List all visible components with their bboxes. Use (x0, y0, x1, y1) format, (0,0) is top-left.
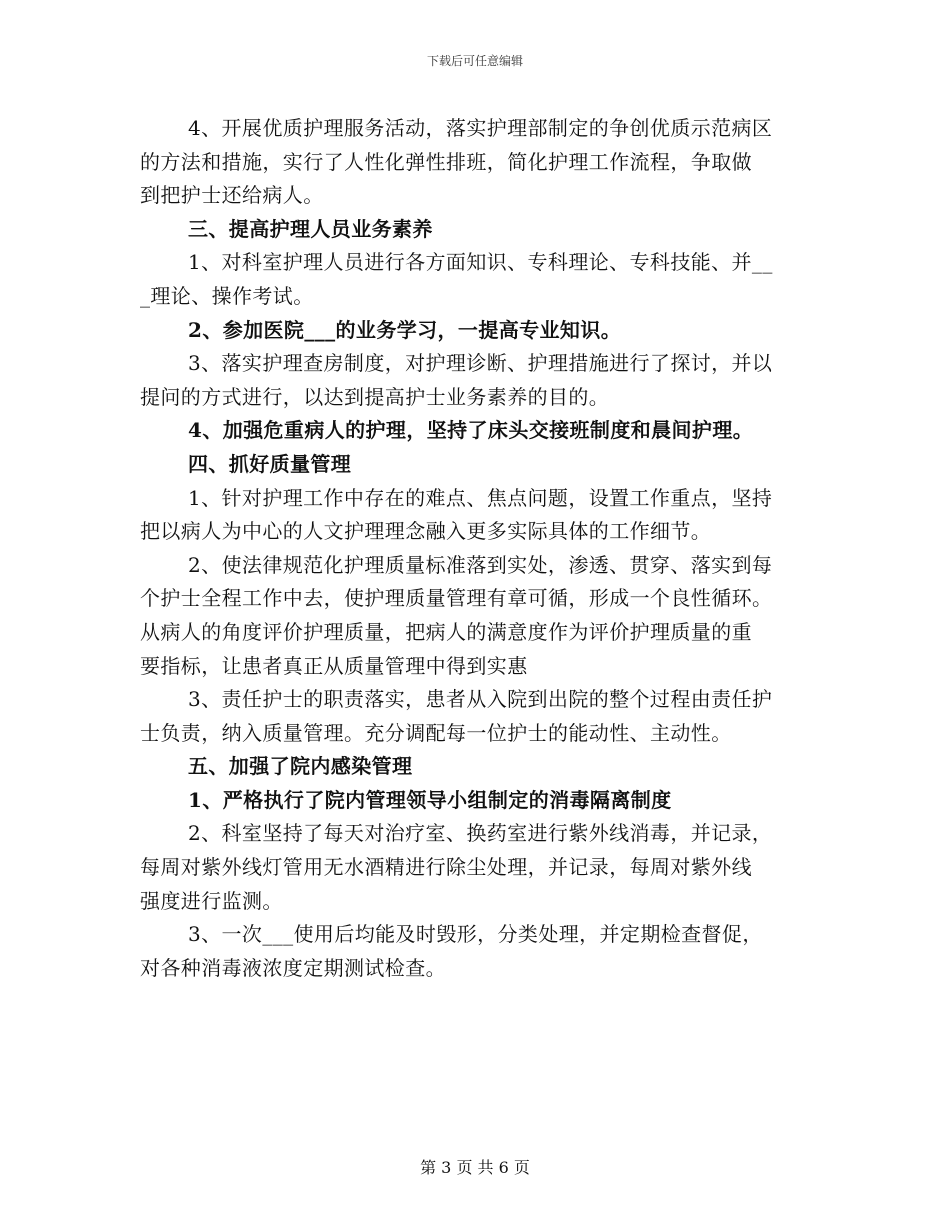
heading-line: 2、参加医院___的业务学习，一提高专业知识。 (188, 317, 622, 342)
text-line: 到把护士还给病人。 (140, 183, 324, 208)
text-line: 士负责，纳入质量管理。充分调配每一位护士的能动性、主动性。 (140, 720, 732, 745)
text-line: 对各种消毒液浓度定期测试检查。 (140, 955, 446, 980)
text-line: 的方法和措施，实行了人性化弹性排班，简化护理工作流程，争取做 (140, 149, 752, 174)
text-line: 4、开展优质护理服务活动，落实护理部制定的争创优质示范病区 (188, 116, 773, 140)
heading-line: 1、严格执行了院内管理领导小组制定的消毒隔离制度 (188, 787, 672, 812)
text-line: 2、科室坚持了每天对治疗室、换药室进行紫外线消毒，并记录， (188, 821, 773, 846)
heading-line: 三、提高护理人员业务素养 (188, 216, 433, 241)
text-line: _理论、操作考试。 (140, 283, 314, 308)
text-line: 2、使法律规范化护理质量标准落到实处，渗透、贯穿、落实到每 (188, 552, 773, 577)
heading-line: 四、抓好质量管理 (188, 451, 352, 476)
text-line: 要指标，让患者真正从质量管理中得到实惠 (140, 653, 528, 678)
text-line: 每周对紫外线灯管用无水酒精进行除尘处理，并记录，每周对紫外线 (140, 855, 752, 880)
heading-line: 五、加强了院内感染管理 (188, 754, 413, 779)
text-line: 强度进行监测。 (140, 888, 283, 913)
text-line: 1、针对护理工作中存在的难点、焦点问题，设置工作重点，坚持 (188, 485, 773, 510)
text-line: 3、责任护士的职责落实，患者从入院到出院的整个过程由责任护 (188, 687, 773, 712)
page-number: 第 3 页 共 6 页 (420, 1158, 530, 1177)
page-header-note: 下载后可任意编辑 (426, 54, 523, 68)
heading-line: 4、加强危重病人的护理，坚持了床头交接班制度和晨间护理。 (188, 418, 754, 443)
document-body (140, 112, 810, 985)
text-line: 从病人的角度评价护理质量，把病人的满意度作为评价护理质量的重 (140, 619, 752, 644)
text-line: 把以病人为中心的人文护理理念融入更多实际具体的工作细节。 (140, 519, 712, 544)
text-line: 提问的方式进行，以达到提高护士业务素养的目的。 (140, 384, 610, 409)
text-line: 1、对科室护理人员进行各方面知识、专科理论、专科技能、并__ (188, 250, 773, 275)
text-line: 个护士全程工作中去，使护理质量管理有章可循，形成一个良性循环。 (140, 586, 773, 611)
text-line: 3、一次___使用后均能及时毁形，分类处理，并定期检查督促， (188, 922, 763, 947)
text-line: 3、落实护理查房制度，对护理诊断、护理措施进行了探讨，并以 (188, 351, 773, 376)
